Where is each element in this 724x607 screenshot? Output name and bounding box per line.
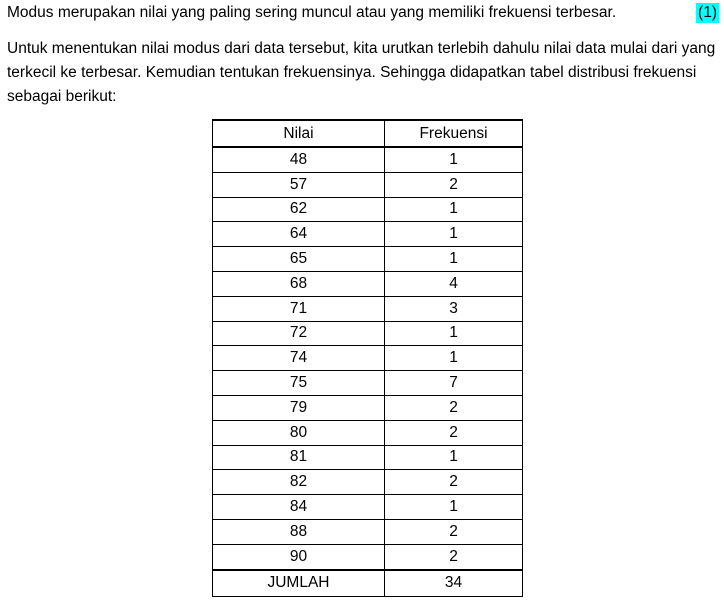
cell-nilai: 82 — [213, 470, 385, 495]
cell-frekuensi: 1 — [385, 321, 523, 346]
cell-nilai: 88 — [213, 519, 385, 544]
cell-frekuensi: 7 — [385, 371, 523, 396]
cell-nilai: 79 — [213, 395, 385, 420]
column-header-nilai: Nilai — [213, 120, 385, 147]
cell-nilai: 48 — [213, 147, 385, 172]
cell-frekuensi: 1 — [385, 346, 523, 371]
cell-frekuensi: 1 — [385, 247, 523, 272]
table-row — [213, 147, 523, 172]
cell-nilai: 65 — [213, 247, 385, 272]
intro-sentence-line — [7, 3, 719, 23]
cell-frekuensi: 2 — [385, 172, 523, 197]
table-row — [213, 445, 523, 470]
cell-frekuensi: 1 — [385, 495, 523, 520]
table-row — [213, 296, 523, 321]
cell-frekuensi: 2 — [385, 395, 523, 420]
cell-nilai: 72 — [213, 321, 385, 346]
table-row — [213, 271, 523, 296]
cell-frekuensi: 2 — [385, 544, 523, 569]
cell-nilai: 81 — [213, 445, 385, 470]
table-row — [213, 197, 523, 222]
cell-nilai: 68 — [213, 271, 385, 296]
cell-frekuensi: 1 — [385, 222, 523, 247]
cell-nilai: 90 — [213, 544, 385, 569]
cell-nilai: 71 — [213, 296, 385, 321]
table-row — [213, 172, 523, 197]
table-row — [213, 519, 523, 544]
intro-sentence: Modus merupakan nilai yang paling sering muncul atau yang memiliki frekuensi terbesar. — [7, 4, 617, 21]
cell-nilai: 62 — [213, 197, 385, 222]
cell-nilai: 57 — [213, 172, 385, 197]
table-row — [213, 247, 523, 272]
table-row — [213, 371, 523, 396]
cell-nilai: 84 — [213, 495, 385, 520]
cell-frekuensi: 1 — [385, 147, 523, 172]
table-row — [213, 321, 523, 346]
column-header-frekuensi: Frekuensi — [385, 120, 523, 147]
cell-frekuensi: 4 — [385, 271, 523, 296]
cell-frekuensi: 2 — [385, 420, 523, 445]
cell-nilai: 75 — [213, 371, 385, 396]
total-row — [213, 570, 523, 597]
cell-frekuensi: 1 — [385, 197, 523, 222]
cell-frekuensi: 2 — [385, 470, 523, 495]
total-label: JUMLAH — [213, 570, 385, 597]
cell-nilai: 80 — [213, 420, 385, 445]
table-row — [213, 470, 523, 495]
table-header-row — [213, 120, 523, 147]
cell-nilai: 74 — [213, 346, 385, 371]
cell-nilai: 64 — [213, 222, 385, 247]
cell-frekuensi: 3 — [385, 296, 523, 321]
table-row — [213, 395, 523, 420]
table-row — [213, 544, 523, 569]
total-value: 34 — [385, 570, 523, 597]
cell-frekuensi: 2 — [385, 519, 523, 544]
table-row — [213, 420, 523, 445]
frequency-distribution-table — [212, 119, 523, 597]
table-row — [213, 346, 523, 371]
table-row — [213, 495, 523, 520]
cell-frekuensi: 1 — [385, 445, 523, 470]
numbering-marker: (1) — [698, 4, 717, 21]
explanation-paragraph: Untuk menentukan nilai modus dari data tersebut, kita urutkan terlebih dahulu nilai data mulai dari yang terkecil ke terbesar. Kemudian tentukan frekuensinya. Sehingga didapatkan tabel distribusi frekuensi sebagai berikut: — [7, 40, 716, 105]
table-row — [213, 222, 523, 247]
